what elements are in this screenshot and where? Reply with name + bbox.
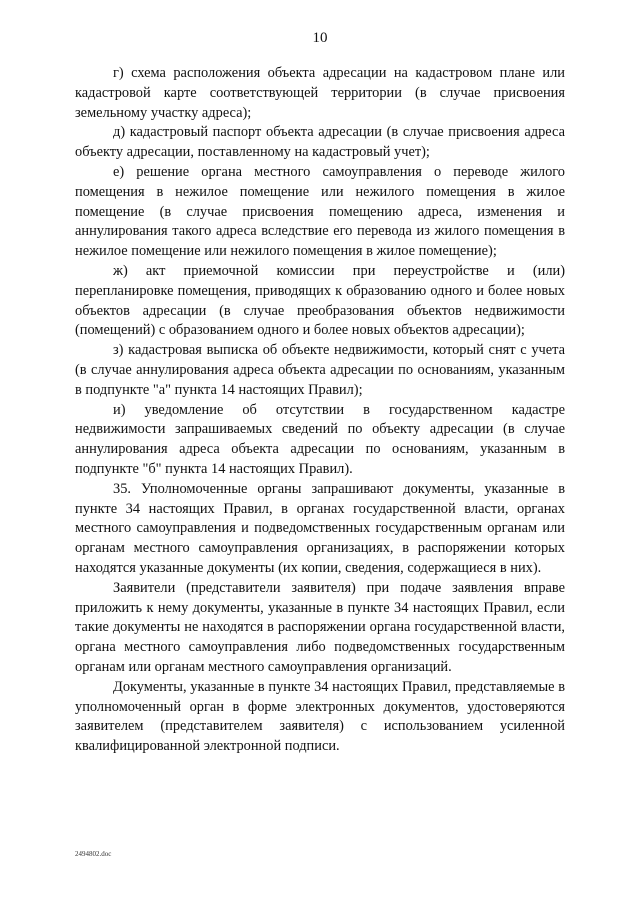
paragraph-item-d: д) кадастровый паспорт объекта адресации (в случае присвоения адреса объекту адресации, поставленному на кадастровый учет); (75, 124, 565, 161)
paragraph-clause-35: 35. Уполномоченные органы запрашивают документы, указанные в пункте 34 настоящих Правил, в органах государственной власти, органах местного самоуправления и подведомственных государственным органам или органам местного самоуправления организациях, в распоряжении которых находятся указанные документы (их копии, сведения, содержащиеся в них). (75, 480, 565, 576)
paragraph-item-i: и) уведомление об отсутствии в государственном кадастре недвижимости запрашиваемых сведений по объекту адресации (в случае аннулирования адреса объекта адресации по основаниям, указанным в подпункте "б" пункта 14 настоящих Правил). (75, 401, 565, 477)
paragraph-item-zh: ж) акт приемочной комиссии при переустройстве и (или) перепланировке помещения, приводящих к образованию одного и более новых объектов адресации (в случае преобразования объектов недвижимости (помещений) с образованием одного и более новых объектов адресации); (75, 262, 565, 339)
paragraph-item-e: е) решение органа местного самоуправления о переводе жилого помещения в нежилое помещение или нежилого помещения в жилое помещение (в случае присвоения помещению адреса, изменения и аннулирования такого адреса вследствие его перевода из жилого помещения в нежилое помещение или нежилого помещения в жилое помещение); (75, 163, 565, 260)
document-body (75, 64, 565, 757)
document-filename-footer: 2494802.doc (75, 850, 112, 858)
page-number: 10 (312, 30, 328, 46)
paragraph-item-z: з) кадастровая выписка об объекте недвижимости, который снят с учета (в случае аннулирования адреса объекта адресации по основаниям, указанным в подпункте "а" пункта 14 настоящих Правил); (75, 342, 565, 398)
paragraph-applicants: Заявители (представители заявителя) при подаче заявления вправе приложить к нему документы, указанные в пункте 34 настоящих Правил, если такие документы не находятся в распоряжении органа государственной власти, органа местного самоуправления либо подведомственных государственным органам или органам местного самоуправления организаций. (75, 579, 565, 675)
paragraph-electronic-documents: Документы, указанные в пункте 34 настоящих Правил, представляемые в уполномоченный орган в форме электронных документов, удостоверяются заявителем (представителем заявителя) с использованием усиленной квалифицированной электронной подписи. (75, 678, 565, 755)
paragraph-item-g: г) схема расположения объекта адресации на кадастровом плане или кадастровой карте соответствующей территории (в случае присвоения земельному участку адреса); (75, 65, 565, 121)
